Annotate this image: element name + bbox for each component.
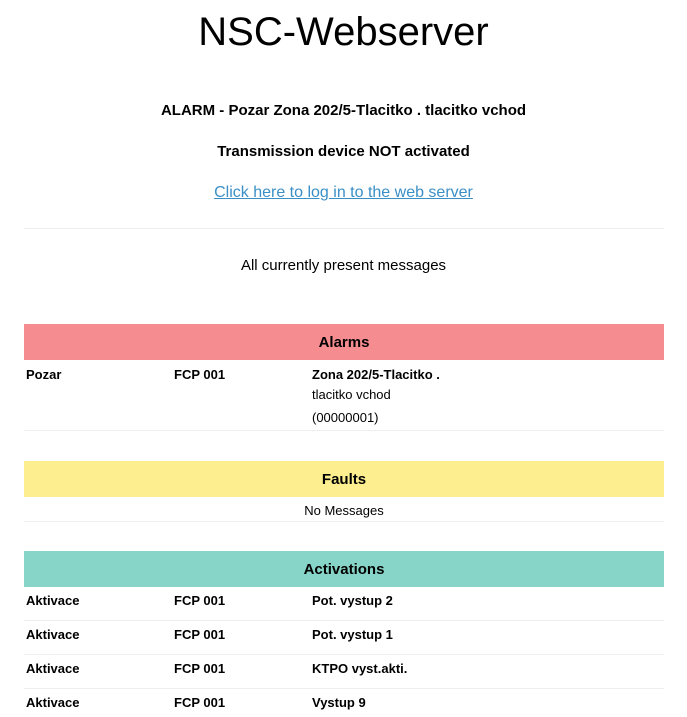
activation-type: Aktivace [26,627,80,642]
alarm-text [312,367,440,429]
activation-text: Pot. vystup 2 [312,593,393,608]
activation-text: KTPO vyst.akti. [312,661,408,676]
activation-text: Pot. vystup 1 [312,627,393,642]
alarm-text-line2: tlacitko vchod [312,387,391,402]
login-link[interactable]: Click here to log in to the web server [214,184,473,201]
activation-row [24,655,664,689]
activation-device: FCP 001 [174,593,226,608]
activation-type: Aktivace [26,695,80,710]
faults-empty-text: No Messages [304,503,384,518]
alarm-row [24,360,664,431]
messages-subtitle: All currently present messages [240,257,447,274]
page-title: NSC-Webserver [198,10,489,54]
activation-device: FCP 001 [174,627,226,642]
alarm-summary: ALARM - Pozar Zona 202/5-Tlacitko . tlacitko vchod [160,102,527,119]
activation-device: FCP 001 [174,661,226,676]
activation-row [24,621,664,655]
transmission-status: Transmission device NOT activated [217,143,470,160]
faults-empty-row [24,497,664,522]
alarm-device: FCP 001 [174,367,226,382]
activation-type: Aktivace [26,593,80,608]
alarm-text-line1: Zona 202/5-Tlacitko . [312,367,440,382]
activation-text: Vystup 9 [312,695,366,710]
activation-type: Aktivace [26,661,80,676]
divider [24,228,664,229]
activation-row [24,587,664,621]
alarm-type: Pozar [26,367,62,382]
login-link-container [0,182,687,204]
activations-header: Activations [24,551,664,587]
faults-header: Faults [24,461,664,497]
alarm-text-line3: (00000001) [312,410,379,425]
alarms-header: Alarms [24,324,664,360]
activation-row [24,689,664,717]
activation-device: FCP 001 [174,695,226,710]
